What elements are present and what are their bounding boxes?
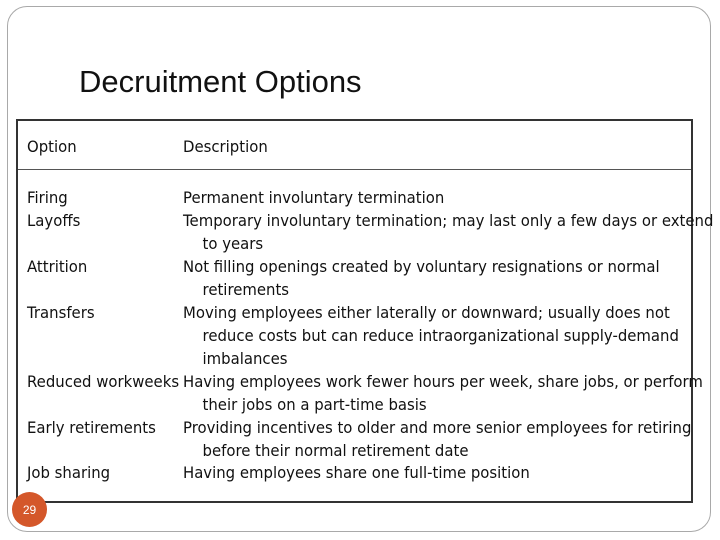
description-line: Having employees work fewer hours per week, share jobs, or perform (183, 372, 703, 391)
description-line: Permanent involuntary termination (183, 188, 445, 207)
description-line: reduce costs but can reduce intraorganizational supply-demand (202, 326, 679, 345)
description-line: to years (202, 234, 264, 253)
row-description-attrition (183, 255, 660, 301)
description-line: retirements (202, 280, 290, 299)
row-option-transfers: Transfers (27, 303, 95, 322)
row-option-reduced-workweeks: Reduced workweeks (27, 372, 180, 391)
row-description-job-sharing (183, 461, 530, 484)
decruitment-table (16, 119, 714, 503)
row-description-firing (183, 186, 444, 209)
column-header-option: Option (27, 137, 77, 156)
column-header-description: Description (183, 137, 268, 156)
description-line: Moving employees either laterally or downward; usually does not (183, 303, 670, 322)
row-description-transfers (183, 301, 679, 370)
row-description-layoffs (183, 209, 713, 255)
description-line: imbalances (202, 349, 288, 368)
description-line: Having employees share one full-time position (183, 463, 530, 482)
slide-title: Decruitment Options (79, 64, 362, 99)
row-option-layoffs: Layoffs (27, 211, 81, 230)
page-number-badge (12, 492, 47, 527)
row-description-early-retirements (183, 416, 691, 462)
description-line: Not filling openings created by voluntary resignations or normal (183, 257, 660, 276)
description-line: their jobs on a part-time basis (202, 395, 427, 414)
row-option-job-sharing: Job sharing (27, 463, 111, 482)
description-line: Providing incentives to older and more senior employees for retiring (183, 418, 692, 437)
description-line: before their normal retirement date (202, 441, 469, 460)
row-option-early-retirements: Early retirements (27, 418, 156, 437)
page-number: 29 (22, 502, 37, 517)
description-line: Temporary involuntary termination; may last only a few days or extend (183, 211, 714, 230)
row-option-firing: Firing (27, 188, 68, 207)
row-description-reduced-workweeks (183, 370, 703, 416)
row-option-attrition: Attrition (27, 257, 88, 276)
header-divider (18, 169, 691, 170)
